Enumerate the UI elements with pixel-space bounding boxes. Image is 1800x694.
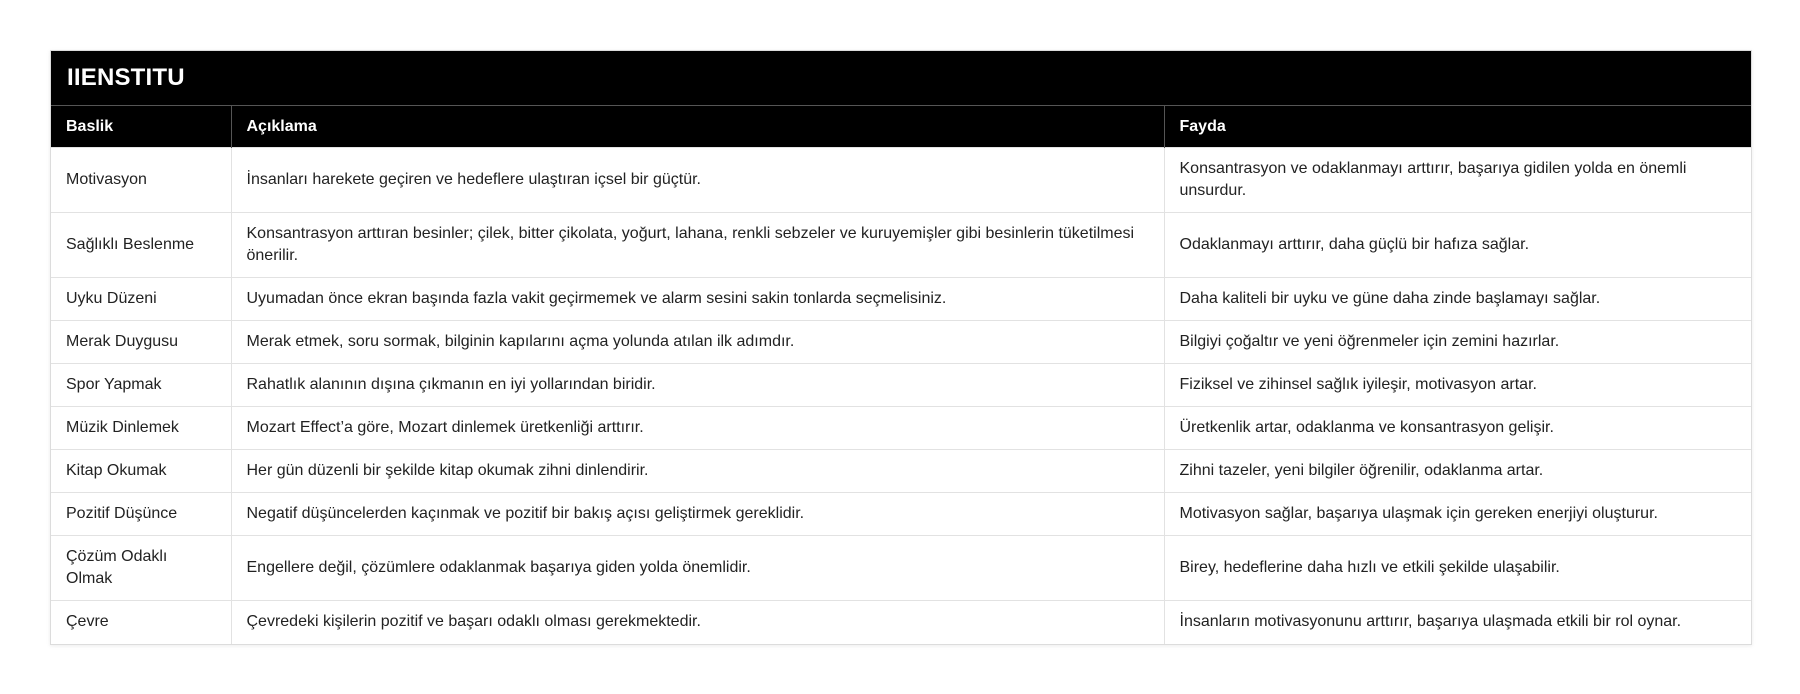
table-header-row [51,106,1751,148]
cell-fayda: Fiziksel ve zihinsel sağlık iyileşir, motivasyon artar. [1164,364,1751,407]
cell-baslik: Çevre [51,601,231,644]
table-row [51,407,1751,450]
cell-baslik: Motivasyon [51,148,231,213]
cell-aciklama: Rahatlık alanının dışına çıkmanın en iyi yollarından biridir. [231,364,1164,407]
cell-baslik: Çözüm Odaklı Olmak [51,536,231,601]
table-title: IIENSTITU [51,51,1751,105]
table-row [51,364,1751,407]
table-row [51,278,1751,321]
cell-baslik: Kitap Okumak [51,450,231,493]
cell-fayda: Odaklanmayı arttırır, daha güçlü bir hafıza sağlar. [1164,213,1751,278]
cell-aciklama: Mozart Effect’a göre, Mozart dinlemek üretkenliği arttırır. [231,407,1164,450]
cell-aciklama: Merak etmek, soru sormak, bilginin kapılarını açma yolunda atılan ilk adımdır. [231,321,1164,364]
content-table-card [50,50,1752,645]
cell-fayda: Zihni tazeler, yeni bilgiler öğrenilir, odaklanma artar. [1164,450,1751,493]
cell-baslik: Uyku Düzeni [51,278,231,321]
cell-aciklama: Engellere değil, çözümlere odaklanmak başarıya giden yolda önemlidir. [231,536,1164,601]
cell-fayda: Birey, hedeflerine daha hızlı ve etkili şekilde ulaşabilir. [1164,536,1751,601]
table-row [51,450,1751,493]
column-header-baslik: Baslik [51,106,231,148]
cell-aciklama: Uyumadan önce ekran başında fazla vakit geçirmemek ve alarm sesini sakin tonlarda seçmelisiniz. [231,278,1164,321]
cell-aciklama: Her gün düzenli bir şekilde kitap okumak zihni dinlendirir. [231,450,1164,493]
cell-fayda: Motivasyon sağlar, başarıya ulaşmak için gereken enerjiyi oluşturur. [1164,493,1751,536]
cell-baslik: Merak Duygusu [51,321,231,364]
table-row [51,601,1751,644]
cell-fayda: Daha kaliteli bir uyku ve güne daha zinde başlamayı sağlar. [1164,278,1751,321]
table-row [51,321,1751,364]
cell-aciklama: Çevredeki kişilerin pozitif ve başarı odaklı olması gerekmektedir. [231,601,1164,644]
cell-aciklama: İnsanları harekete geçiren ve hedeflere ulaştıran içsel bir güçtür. [231,148,1164,213]
table-row [51,213,1751,278]
table-row [51,536,1751,601]
table-row [51,493,1751,536]
cell-aciklama: Negatif düşüncelerden kaçınmak ve pozitif bir bakış açısı geliştirmek gereklidir. [231,493,1164,536]
column-header-fayda: Fayda [1164,106,1751,148]
table-row [51,148,1751,213]
cell-baslik: Pozitif Düşünce [51,493,231,536]
cell-fayda: İnsanların motivasyonunu arttırır, başarıya ulaşmada etkili bir rol oynar. [1164,601,1751,644]
cell-baslik: Müzik Dinlemek [51,407,231,450]
cell-fayda: Konsantrasyon ve odaklanmayı arttırır, başarıya gidilen yolda en önemli unsurdur. [1164,148,1751,213]
cell-aciklama: Konsantrasyon arttıran besinler; çilek, bitter çikolata, yoğurt, lahana, renkli sebzeler ve kuruyemişler gibi besinlerin tüketilmesi önerilir. [231,213,1164,278]
cell-baslik: Sağlıklı Beslenme [51,213,231,278]
cell-baslik: Spor Yapmak [51,364,231,407]
column-header-aciklama: Açıklama [231,106,1164,148]
data-table [51,105,1751,644]
cell-fayda: Üretkenlik artar, odaklanma ve konsantrasyon gelişir. [1164,407,1751,450]
cell-fayda: Bilgiyi çoğaltır ve yeni öğrenmeler için zemini hazırlar. [1164,321,1751,364]
